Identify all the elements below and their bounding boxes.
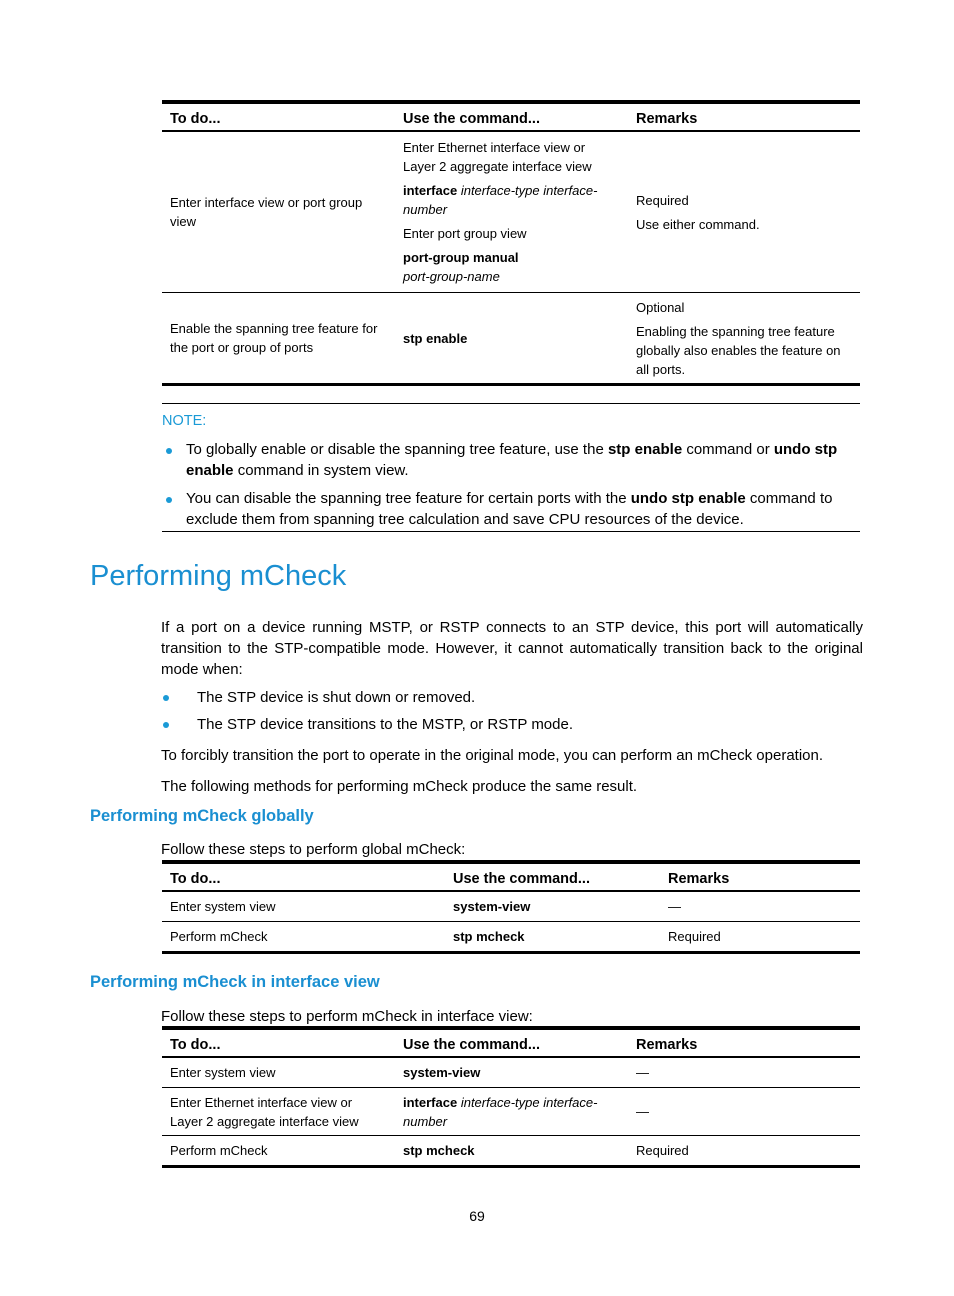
- command-table-global-mcheck: [162, 860, 860, 954]
- command-keyword: interface: [403, 183, 458, 198]
- remarks-cell: Required: [660, 922, 860, 953]
- remarks-cell: —: [628, 1057, 860, 1088]
- command-intro: Enter Ethernet interface view or Layer 2 aggregate interface view: [403, 140, 592, 174]
- section-intro: If a port on a device running MSTP, or RSTP connects to an STP device, this port will automatically transition to the STP-compatible mode. However, it cannot automatically transition back to the original mode when:: [161, 619, 863, 678]
- bullet-icon: [166, 448, 172, 454]
- note-item: To globally enable or disable the spanning tree feature, use the stp enable command or undo stp enable command in system view.: [186, 441, 838, 479]
- command-syntax: [403, 181, 620, 219]
- note-box: [162, 403, 860, 532]
- bullet-icon: [166, 497, 172, 503]
- table-row: [162, 922, 860, 953]
- command-cell: system-view: [445, 891, 660, 922]
- list-item: The STP device is shut down or removed.: [197, 689, 476, 706]
- header-todo: To do...: [162, 1028, 395, 1057]
- command-keyword: port-group manual: [403, 250, 519, 265]
- command-syntax: [403, 248, 620, 286]
- todo-cell: Enter interface view or port group view: [162, 131, 395, 293]
- todo-cell: Perform mCheck: [162, 922, 445, 953]
- header-command: Use the command...: [445, 862, 660, 891]
- bullet-icon: [163, 722, 169, 728]
- todo-cell: Enter system view: [162, 1057, 395, 1088]
- header-remarks: Remarks: [660, 862, 860, 891]
- header-remarks: Remarks: [628, 102, 860, 131]
- command-cell: system-view: [395, 1057, 628, 1088]
- table-row: [162, 1088, 860, 1136]
- header-command: Use the command...: [395, 102, 628, 131]
- command-table-enable-stp: [162, 100, 860, 386]
- header-todo: To do...: [162, 862, 445, 891]
- remark-line: Required: [636, 192, 689, 208]
- header-command: Use the command...: [395, 1028, 628, 1057]
- todo-cell: Perform mCheck: [162, 1136, 395, 1167]
- remark-line: Use either command.: [636, 216, 760, 232]
- paragraph: Follow these steps to perform global mCheck:: [161, 841, 466, 858]
- remark-line: Enabling the spanning tree feature globally also enables the feature on all ports.: [636, 323, 841, 377]
- command-args: port-group-name: [403, 269, 500, 284]
- command-args: interface-type interface-number: [403, 1094, 598, 1129]
- remark-line: Optional: [636, 299, 685, 315]
- table-row: [162, 891, 860, 922]
- header-todo: To do...: [162, 102, 395, 131]
- remarks-cell: Required: [628, 1136, 860, 1167]
- table-row: [162, 131, 860, 293]
- remarks-cell: [628, 131, 860, 293]
- command-intro: Enter port group view: [403, 226, 527, 241]
- command-args: interface-type interface-number: [403, 183, 598, 217]
- list-item: The STP device transitions to the MSTP, or RSTP mode.: [197, 716, 574, 733]
- note-label: NOTE:: [162, 413, 207, 429]
- table-row: [162, 1057, 860, 1088]
- todo-cell: Enter system view: [162, 891, 445, 922]
- remarks-cell: [628, 293, 860, 385]
- bullet-icon: [163, 695, 169, 701]
- command-cell: [395, 1088, 628, 1136]
- paragraph: Follow these steps to perform mCheck in interface view:: [161, 1008, 533, 1025]
- header-remarks: Remarks: [628, 1028, 860, 1057]
- command-cell: stp mcheck: [395, 1136, 628, 1167]
- subsection-title: Performing mCheck globally: [90, 807, 314, 825]
- subsection-title: Performing mCheck in interface view: [90, 973, 380, 991]
- command-cell: stp enable: [395, 293, 628, 385]
- table-row: [162, 1136, 860, 1167]
- todo-cell: Enable the spanning tree feature for the port or group of ports: [162, 293, 395, 385]
- section-title: Performing mCheck: [90, 560, 347, 592]
- command-keyword: interface: [403, 1094, 458, 1110]
- note-item: You can disable the spanning tree feature for certain ports with the undo stp enable command to exclude them from spanning tree calculation and save CPU resources of the device.: [186, 490, 833, 528]
- command-cell: stp mcheck: [445, 922, 660, 953]
- page-number: 69: [469, 1208, 485, 1224]
- remarks-cell: —: [660, 891, 860, 922]
- paragraph: To forcibly transition the port to operate in the original mode, you can perform an mCheck operation.: [161, 747, 824, 764]
- command-table-interface-mcheck: [162, 1026, 860, 1168]
- remarks-cell: —: [628, 1088, 860, 1136]
- paragraph: The following methods for performing mCheck produce the same result.: [161, 778, 638, 795]
- todo-cell: Enter Ethernet interface view or Layer 2 aggregate interface view: [162, 1088, 395, 1136]
- command-cell: [395, 131, 628, 293]
- table-row: [162, 293, 860, 385]
